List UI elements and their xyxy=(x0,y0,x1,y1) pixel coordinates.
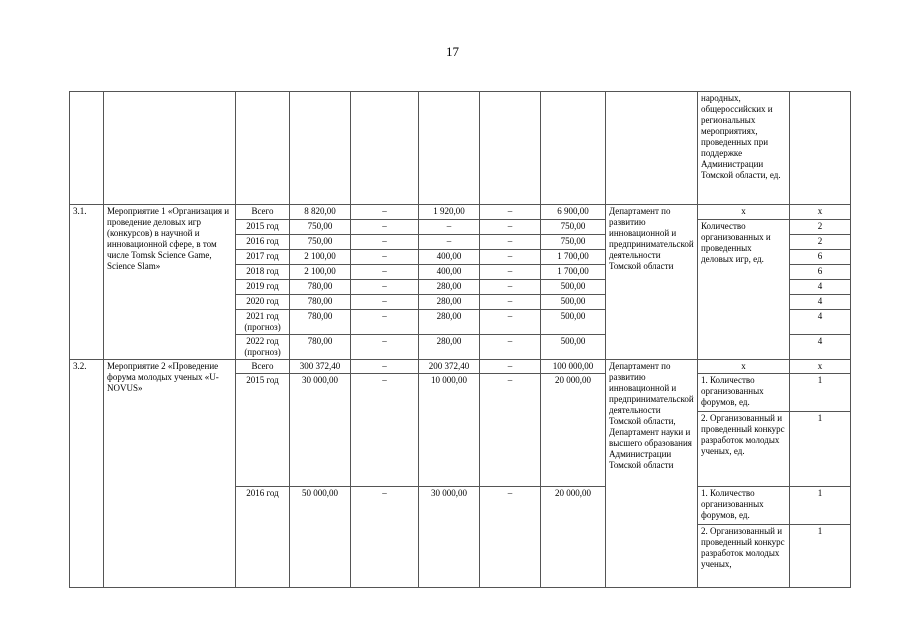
fund-cell: – xyxy=(351,280,419,295)
fund-cell: – xyxy=(351,205,419,220)
fund-cell: – xyxy=(480,220,541,235)
fund-cell: 500,00 xyxy=(541,280,606,295)
fund-cell: 10 000,00 xyxy=(419,374,480,487)
year-cell: 2018 год xyxy=(236,265,290,280)
year-cell: 2020 год xyxy=(236,295,290,310)
fund-cell: – xyxy=(480,265,541,280)
budget-table xyxy=(69,91,851,588)
fund-cell: 280,00 xyxy=(419,310,480,335)
year-cell: 2019 год xyxy=(236,280,290,295)
cell xyxy=(236,92,290,205)
cell xyxy=(419,92,480,205)
item-name: Мероприятие 1 «Организация и проведение деловых игр (конкурсов) в научной и инновационной сфере, в том числе Tomsk Science Game, Science Slam» xyxy=(104,205,236,360)
total-cell: 780,00 xyxy=(290,335,351,360)
fund-cell: – xyxy=(351,310,419,335)
year-cell: 2017 год xyxy=(236,250,290,265)
fund-cell: 20 000,00 xyxy=(541,374,606,487)
fund-cell: – xyxy=(419,220,480,235)
year-cell: 2021 год (прогноз) xyxy=(236,310,290,335)
year-cell: 2022 год (прогноз) xyxy=(236,335,290,360)
fund-cell: – xyxy=(480,360,541,374)
indicator-value: 1 xyxy=(790,374,851,412)
year-cell: 2016 год xyxy=(236,235,290,250)
indicator-name: Количество организованных и проведенных деловых игр, ед. xyxy=(698,220,790,360)
fund-cell: 200 372,40 xyxy=(419,360,480,374)
page-number: 17 xyxy=(446,44,459,59)
indicator-header: х xyxy=(698,205,790,220)
indicator-value: 1 xyxy=(790,525,851,588)
fund-cell: 100 000,00 xyxy=(541,360,606,374)
fund-cell: – xyxy=(351,374,419,487)
fund-cell: – xyxy=(351,487,419,588)
fund-cell: – xyxy=(480,235,541,250)
indicator-value: 4 xyxy=(790,280,851,295)
cell xyxy=(606,92,698,205)
cell xyxy=(351,92,419,205)
item-number: 3.2. xyxy=(70,360,104,588)
fund-cell: 500,00 xyxy=(541,335,606,360)
fund-cell: – xyxy=(351,295,419,310)
fund-cell: – xyxy=(480,295,541,310)
year-cell: 2016 год xyxy=(236,487,290,588)
cell xyxy=(104,92,236,205)
total-cell: 30 000,00 xyxy=(290,374,351,487)
table-row xyxy=(70,360,851,374)
fund-cell: 280,00 xyxy=(419,295,480,310)
carry-over-row xyxy=(70,92,851,205)
indicator-name: народных, общероссийских и региональных мероприятиях, проведенных при поддержке Администрации Томской области, ед. xyxy=(698,92,790,205)
indicator-name: 1. Количество организованных форумов, ед. xyxy=(698,487,790,525)
fund-cell: 280,00 xyxy=(419,280,480,295)
fund-cell: – xyxy=(351,250,419,265)
indicator-value: х xyxy=(790,360,851,374)
indicator-value: 2 xyxy=(790,220,851,235)
fund-cell: 1 700,00 xyxy=(541,250,606,265)
year-cell: 2015 год xyxy=(236,220,290,235)
fund-cell: – xyxy=(480,374,541,487)
fund-cell: 500,00 xyxy=(541,310,606,335)
indicator-value: 4 xyxy=(790,335,851,360)
fund-cell: 20 000,00 xyxy=(541,487,606,588)
cell xyxy=(70,92,104,205)
fund-cell: – xyxy=(351,360,419,374)
fund-cell: – xyxy=(419,235,480,250)
fund-cell: – xyxy=(351,235,419,250)
indicator-value: 2 xyxy=(790,235,851,250)
fund-cell: – xyxy=(480,335,541,360)
fund-cell: 750,00 xyxy=(541,235,606,250)
total-cell: 300 372,40 xyxy=(290,360,351,374)
fund-cell: 1 920,00 xyxy=(419,205,480,220)
fund-cell: – xyxy=(480,310,541,335)
item-number: 3.1. xyxy=(70,205,104,360)
cell xyxy=(480,92,541,205)
cell xyxy=(290,92,351,205)
executor: Департамент по развитию инновационной и предпринимательской деятельности Томской области, Департамент науки и высшего образования Администрации Томской области xyxy=(606,360,698,588)
total-cell: 50 000,00 xyxy=(290,487,351,588)
fund-cell: – xyxy=(480,250,541,265)
fund-cell: – xyxy=(480,280,541,295)
indicator-value: 6 xyxy=(790,250,851,265)
indicator-value: 6 xyxy=(790,265,851,280)
fund-cell: 500,00 xyxy=(541,295,606,310)
indicator-header: х xyxy=(698,360,790,374)
total-cell: 2 100,00 xyxy=(290,265,351,280)
cell xyxy=(790,92,851,205)
fund-cell: – xyxy=(480,487,541,588)
total-cell: 2 100,00 xyxy=(290,250,351,265)
table-row xyxy=(70,205,851,220)
year-cell: Всего xyxy=(236,205,290,220)
fund-cell: – xyxy=(480,205,541,220)
year-cell: 2015 год xyxy=(236,374,290,487)
cell xyxy=(541,92,606,205)
indicator-value: 4 xyxy=(790,295,851,310)
total-cell: 750,00 xyxy=(290,220,351,235)
total-cell: 780,00 xyxy=(290,280,351,295)
fund-cell: 400,00 xyxy=(419,250,480,265)
fund-cell: 750,00 xyxy=(541,220,606,235)
fund-cell: – xyxy=(351,265,419,280)
fund-cell: – xyxy=(351,335,419,360)
item-name: Мероприятие 2 «Проведение форума молодых ученых «U-NOVUS» xyxy=(104,360,236,588)
fund-cell: 6 900,00 xyxy=(541,205,606,220)
indicator-value: 1 xyxy=(790,412,851,487)
executor: Департамент по развитию инновационной и предпринимательской деятельности Томской области xyxy=(606,205,698,360)
total-cell: 8 820,00 xyxy=(290,205,351,220)
indicator-name: 2. Организованный и проведенный конкурс разработок молодых ученых, xyxy=(698,525,790,588)
fund-cell: 1 700,00 xyxy=(541,265,606,280)
total-cell: 780,00 xyxy=(290,310,351,335)
indicator-value: 1 xyxy=(790,487,851,525)
fund-cell: 400,00 xyxy=(419,265,480,280)
fund-cell: 280,00 xyxy=(419,335,480,360)
year-cell: Всего xyxy=(236,360,290,374)
total-cell: 750,00 xyxy=(290,235,351,250)
total-cell: 780,00 xyxy=(290,295,351,310)
indicator-name: 1. Количество организованных форумов, ед. xyxy=(698,374,790,412)
indicator-name: 2. Организованный и проведенный конкурс разработок молодых ученых, ед. xyxy=(698,412,790,487)
fund-cell: 30 000,00 xyxy=(419,487,480,588)
indicator-value: 4 xyxy=(790,310,851,335)
indicator-value: х xyxy=(790,205,851,220)
fund-cell: – xyxy=(351,220,419,235)
